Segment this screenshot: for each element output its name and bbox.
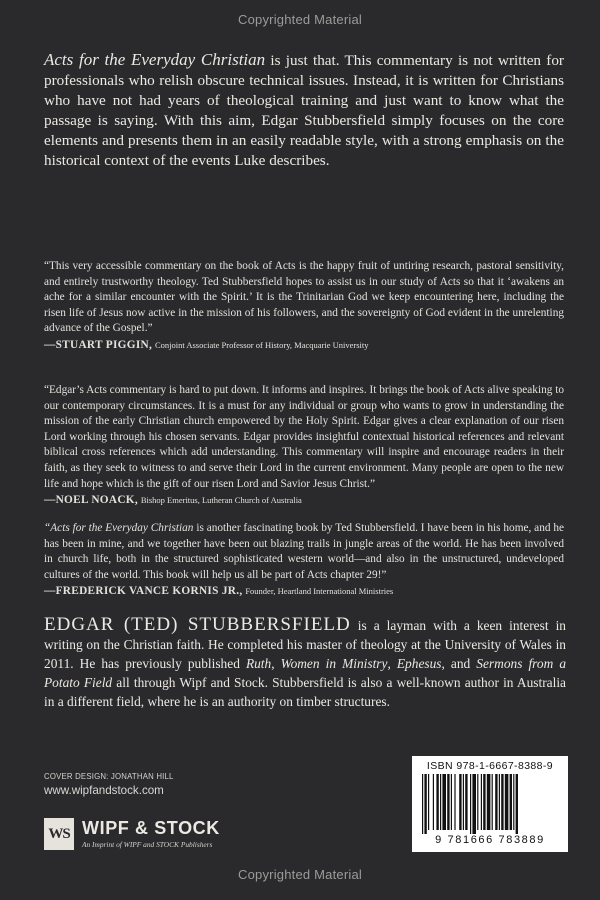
barcode-bar (510, 774, 512, 830)
book-title: Women in Ministry (280, 656, 388, 671)
barcode-bar (454, 774, 455, 830)
barcode-digits: 9 781666 783889 (435, 834, 545, 846)
endorsement-text: “This very accessible commentary on the book of Acts is the happy fruit of untiring research, pastoral sensitivity, and entirely trustworthy theology. Ted Stubbersfield hopes to assist us in our study of Acts so that it ‘awakens an ache for a similar encounter with the Spirit.’ It is the Trinitarian God we keep encountering here, including the risen life of Jesus now active in the mission of his followers, and the sovereignty of God evident in the unrelenting advance of the Gospel.” (44, 260, 564, 335)
endorsement-text (44, 521, 564, 583)
cover-design-credit: COVER DESIGN: JONATHAN HILL (44, 772, 174, 781)
barcode-bar (487, 774, 491, 830)
author-name: EDGAR (TED) STUBBERSFIELD (44, 614, 351, 635)
endorsement-body: is another fascinating book by Ted Stubbersfield. I have been in his home, and he has been in mine, and we together have been out blazing trails in jungle areas of the world. He has been involved in church life, both in the structured sophisticated western world—and also in the unstructured, undeveloped cultures of the world. This book will help us all be part of Acts chapter 29!” (44, 522, 565, 581)
endorsement (44, 521, 564, 599)
publisher-name: WIPF & STOCK (82, 818, 220, 838)
endorsement-role: Conjoint Associate Professor of History, Macquarie University (154, 339, 369, 350)
publisher-tagline: An Imprint of WIPF and STOCK Publishers (82, 840, 213, 849)
barcode-bar (451, 774, 452, 830)
intro-text: is just that. This commentary is not written for professionals who relish obscure technical issues. Instead, it is written for Christians who have not had years of theological training and just want to know what the passage is saying. With this aim, Edgar Stubbersfield simply focuses on the core elements and presents them in an easily readable style, with a strong emphasis on the historical context of the events Luke describes. (44, 52, 564, 169)
barcode-bar (459, 774, 461, 830)
endorsement-text: “Edgar’s Acts commentary is hard to put down. It informs and inspires. It brings the book of Acts alive speaking to our contemporary circumstances. It is a must for any individual or group who wants to grow in understanding the mission of the early Christian church empowered by the Holy Spirit. Edgar gives a clear explanation of our risen Lord working through his chosen servants. Edgar provides insightful contextual historical references and relevant biblical cross references which add understanding. This commentary will inspire and encourage readers in their faith, as they seek to witness to and serve their Lord in the current environment. Many people are open to the new life and hope which is the gift of our risen Lord and Savior Jesus Christ.” (44, 384, 564, 490)
copyright-watermark-top: Copyrighted Material (238, 12, 362, 27)
barcode-bars-icon (420, 774, 560, 834)
barcode-bar (495, 774, 497, 830)
endorsement (44, 383, 564, 508)
barcode-bar (472, 774, 476, 834)
intro-paragraph (44, 50, 564, 171)
endorsement (44, 259, 564, 353)
barcode-bar (436, 774, 438, 830)
barcode-bar (477, 774, 478, 830)
barcode-bar (492, 774, 493, 830)
credits (44, 772, 174, 797)
barcode-bar (442, 774, 446, 830)
barcode-bar (428, 774, 429, 830)
barcode-bar (424, 774, 426, 834)
barcode-bar (465, 774, 467, 830)
bio-text: is a layman with a keen interest in writing on the Christian faith. He completed his master of theology at the University of Wales in 2011. He has previously published (44, 618, 566, 671)
barcode-bar (483, 774, 485, 830)
book-title: Ruth (245, 656, 272, 671)
endorsement-attribution (44, 337, 564, 353)
intro-book-title: Acts for the Everyday Christian (44, 50, 266, 69)
publisher-block (44, 818, 274, 850)
endorsement-book-title: “Acts for the Everyday Christian (44, 522, 194, 534)
barcode-bar (499, 774, 500, 830)
copyright-watermark-bottom: Copyrighted Material (238, 867, 362, 882)
barcode-bar (470, 774, 471, 834)
endorsement-role: Founder, Heartland International Ministries (245, 586, 394, 597)
barcode-bar (447, 774, 449, 830)
barcode-bar (463, 774, 464, 830)
book-title: Sermons from a Potato Field (44, 656, 567, 690)
book-title: Ephesus (396, 656, 442, 671)
barcode-bar (422, 774, 423, 834)
endorsement-author: —NOEL NOACK, (44, 494, 138, 507)
separator: , and (441, 656, 477, 671)
isbn-label: ISBN 978-1-6667-8388-9 (426, 760, 554, 772)
barcode-bar (481, 774, 482, 830)
barcode-bar (505, 774, 509, 830)
barcode-bar (501, 774, 503, 830)
endorsement-author: —STUART PIGGIN, (44, 338, 153, 351)
separator: , (271, 656, 281, 671)
endorsement-attribution (44, 583, 564, 599)
publisher-website: www.wipfandstock.com (44, 784, 164, 797)
barcode (412, 756, 568, 852)
barcode-bar (440, 774, 441, 830)
endorsement-author: —FREDERICK VANCE KORNIS JR., (44, 585, 243, 598)
endorsement-role: Bishop Emeritus, Lutheran Church of Australia (140, 495, 302, 506)
author-bio (44, 615, 566, 711)
publisher-logo-icon: WS (44, 818, 74, 850)
barcode-bar (513, 774, 514, 830)
barcode-bar (433, 774, 434, 830)
separator: , (387, 656, 397, 671)
endorsement-attribution (44, 492, 564, 508)
barcode-bar (516, 774, 518, 834)
bio-text: all through Wipf and Stock. Stubbersfield is also a well-known author in Australia in a different field, where he is an authority on timber structures. (44, 675, 566, 709)
